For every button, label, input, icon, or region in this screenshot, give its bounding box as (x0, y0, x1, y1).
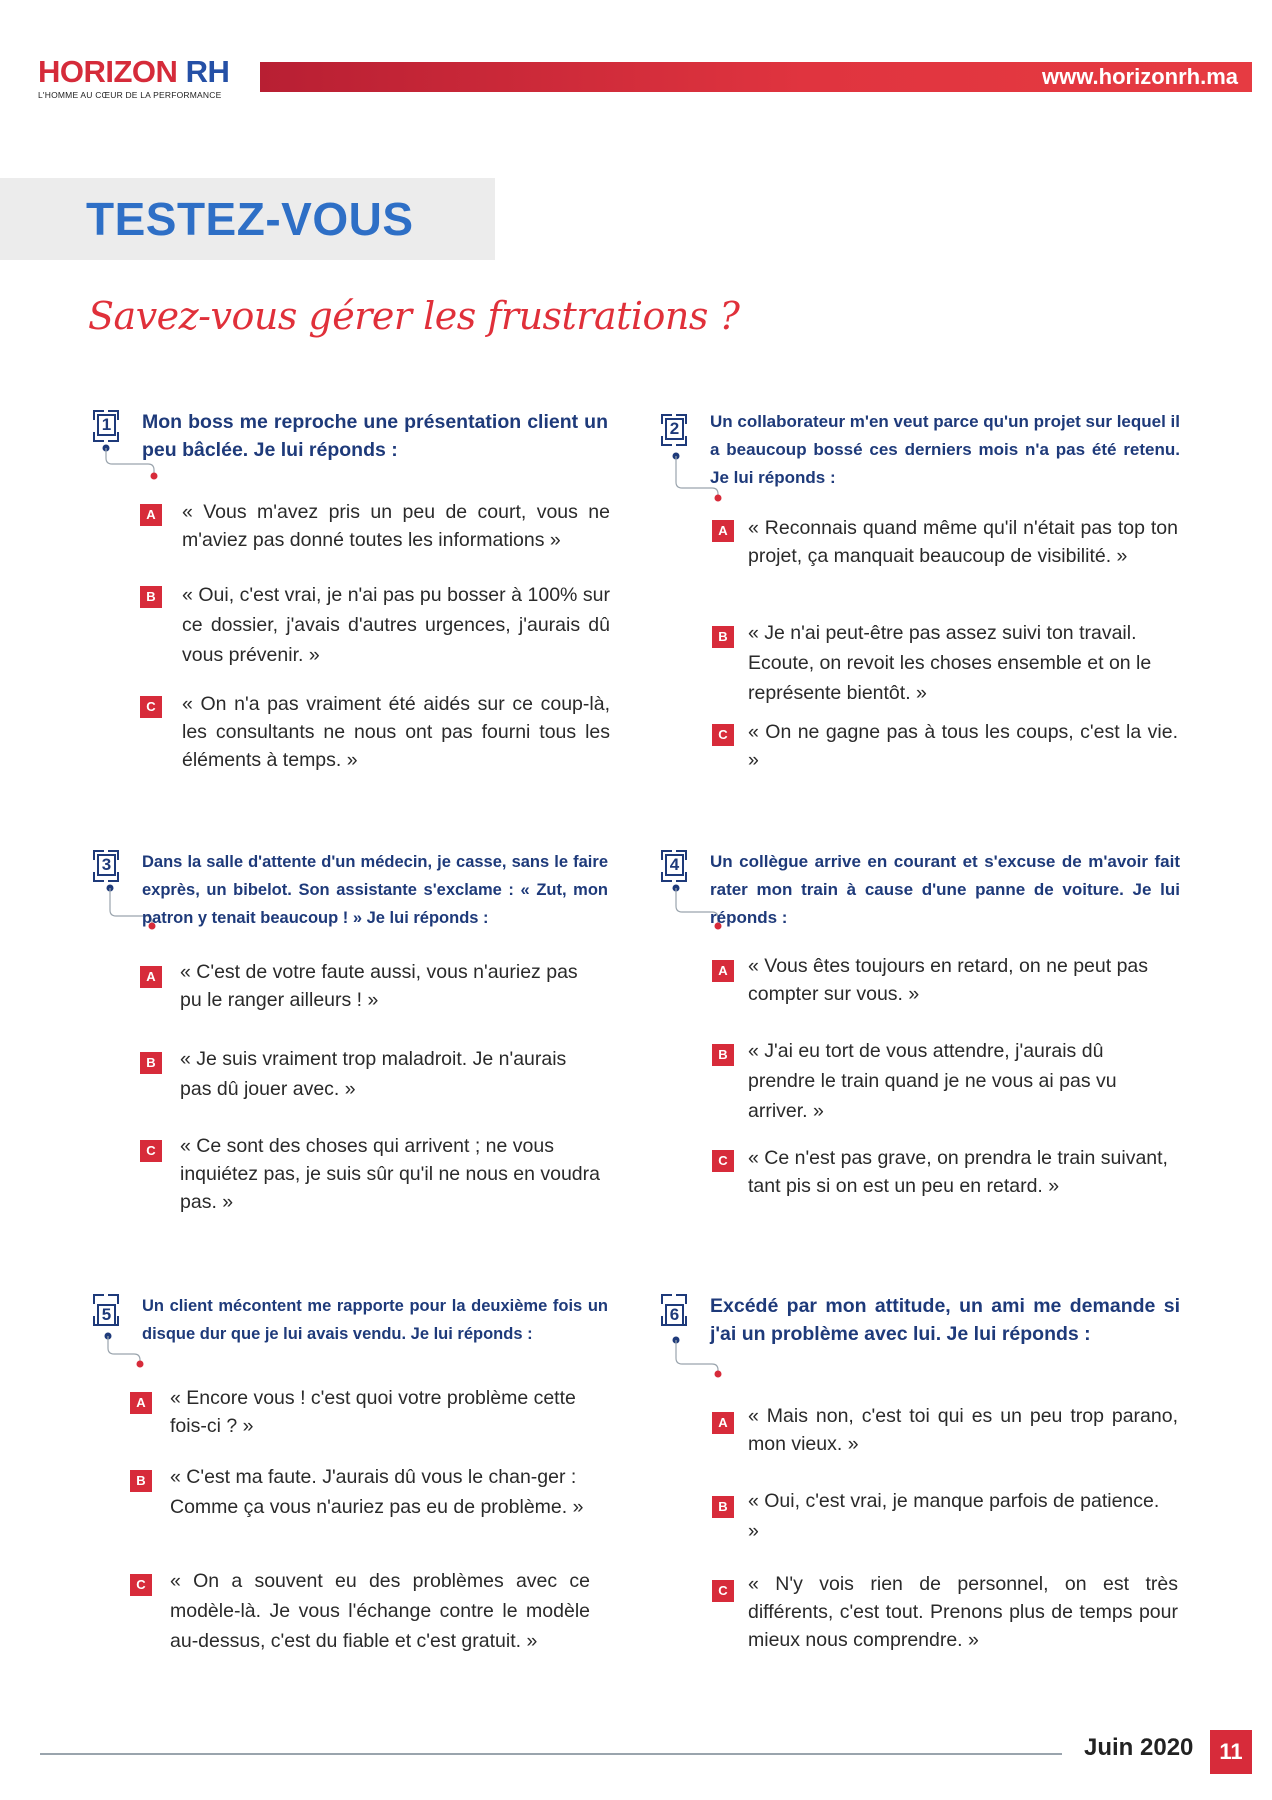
option-letter-badge: C (140, 696, 162, 718)
option-letter-badge: A (712, 960, 734, 982)
option-letter-badge: A (130, 1392, 152, 1414)
option-letter-badge: B (712, 626, 734, 648)
issue-date: Juin 2020 (1084, 1734, 1194, 1761)
option-letter-badge: B (712, 1496, 734, 1518)
question-text: Un client mécontent me rapporte pour la deuxième fois un disque dur que je lui avais vendu. Je lui réponds : (142, 1297, 608, 1343)
option-text: « Oui, c'est vrai, je n'ai pas pu bosser à 100% sur ce dossier, j'avais d'autres urgences, j'aurais dû vous prévenir. » (182, 584, 610, 666)
option-text: « Reconnais quand même qu'il n'était pas top ton projet, ça manquait beaucoup de visibilité. » (748, 517, 1178, 567)
question-number: 5 (97, 1304, 116, 1326)
question-text: Un collègue arrive en courant et s'excuse de m'avoir fait rater mon train à cause d'une panne de voiture. Je lui réponds : (710, 852, 1180, 927)
question-number-badge (656, 412, 692, 448)
section-title-box (0, 178, 495, 260)
question-block-1 (88, 408, 608, 788)
header-bar (260, 62, 1252, 92)
question-block-5 (88, 1292, 608, 1692)
option-text: « Mais non, c'est toi qui es un peu trop parano, mon vieux. » (748, 1405, 1178, 1455)
footer-divider (40, 1753, 1062, 1755)
section-title: TESTEZ-VOUS (86, 193, 414, 245)
question-number: 2 (665, 418, 684, 440)
page-number: 11 (1210, 1730, 1252, 1774)
question-block-6 (656, 1292, 1196, 1692)
question-number: 3 (97, 854, 116, 876)
option-text: « On a souvent eu des problèmes avec ce modèle-là. Je vous l'échange contre le modèle au-dessus, c'est du fiable et c'est gratuit. » (170, 1570, 590, 1652)
option-letter-badge: A (712, 1412, 734, 1434)
website-url[interactable]: www.horizonrh.ma (1042, 64, 1238, 89)
option-letter-badge: B (140, 586, 162, 608)
option-letter-badge: B (140, 1052, 162, 1074)
page-subtitle: Savez-vous gérer les frustrations ? (88, 294, 740, 338)
option-letter-badge: A (140, 966, 162, 988)
option-text: « Encore vous ! c'est quoi votre problème cette fois-ci ? » (170, 1387, 576, 1437)
question-text: Un collaborateur m'en veut parce qu'un projet sur lequel il a beaucoup bossé ces derniers mois n'a pas été retenu. Je lui réponds : (710, 412, 1181, 487)
question-block-2 (656, 408, 1196, 788)
option-letter-badge: C (712, 724, 734, 746)
question-text: Excédé par mon attitude, un ami me demande si j'ai un problème avec lui. Je lui réponds : (710, 1295, 1180, 1345)
question-number: 6 (665, 1304, 684, 1326)
option-text: « Oui, c'est vrai, je manque parfois de patience. » (748, 1490, 1160, 1542)
question-number: 4 (665, 854, 684, 876)
question-number-badge (656, 848, 692, 884)
question-block-4 (656, 848, 1196, 1228)
option-letter-badge: C (130, 1574, 152, 1596)
option-text: « Vous m'avez pris un peu de court, vous ne m'aviez pas donné toutes les informations » (182, 501, 610, 551)
option-text: « Je suis vraiment trop maladroit. Je n'aurais pas dû jouer avec. » (180, 1048, 567, 1100)
logo-tagline: L'HOMME AU CŒUR DE LA PERFORMANCE (38, 90, 222, 100)
option-text: « Vous êtes toujours en retard, on ne peut pas compter sur vous. » (748, 955, 1149, 1005)
logo (38, 56, 248, 100)
option-text: « On n'a pas vraiment été aidés sur ce coup-là, les consultants ne nous ont pas fourni tous les éléments à temps. » (182, 693, 610, 771)
option-text: « Ce n'est pas grave, on prendra le train suivant, tant pis si on est un peu en retard. » (748, 1147, 1168, 1197)
question-number-badge (88, 1292, 124, 1328)
option-letter-badge: B (712, 1044, 734, 1066)
option-text: « Ce sont des choses qui arrivent ; ne vous inquiétez pas, je suis sûr qu'il ne nous en voudra pas. » (180, 1135, 600, 1213)
option-text: « N'y vois rien de personnel, on est très différents, c'est tout. Prenons plus de temps pour mieux nous comprendre. » (748, 1573, 1178, 1651)
option-letter-badge: C (140, 1140, 162, 1162)
option-text: « On ne gagne pas à tous les coups, c'est la vie. » (748, 721, 1178, 771)
question-block-3 (88, 848, 608, 1228)
option-text: « C'est de votre faute aussi, vous n'auriez pas pu le ranger ailleurs ! » (180, 961, 578, 1011)
option-text: « J'ai eu tort de vous attendre, j'aurais dû prendre le train quand je ne vous ai pas vu arriver. » (748, 1040, 1117, 1122)
option-text: « C'est ma faute. J'aurais dû vous le chan-ger : Comme ça vous n'auriez pas eu de problème. » (170, 1466, 584, 1518)
logo-word-rh: RH (185, 54, 230, 89)
option-letter-badge: C (712, 1150, 734, 1172)
question-text: Mon boss me reproche une présentation client un peu bâclée. Je lui réponds : (142, 411, 608, 461)
question-number: 1 (97, 414, 116, 436)
option-letter-badge: B (130, 1470, 152, 1492)
option-letter-badge: C (712, 1580, 734, 1602)
question-number-badge (656, 1292, 692, 1328)
option-letter-badge: A (712, 520, 734, 542)
question-text: Dans la salle d'attente d'un médecin, je casse, sans le faire exprès, un bibelot. Son assistante s'exclame : « Zut, mon patron y tenait beaucoup ! » Je lui réponds : (142, 853, 608, 927)
question-number-badge (88, 408, 124, 444)
option-text: « Je n'ai peut-être pas assez suivi ton travail. Ecoute, on revoit les choses ensemble et on le représente bientôt. » (748, 622, 1152, 704)
logo-word-horizon: HORIZON (38, 54, 178, 89)
question-number-badge (88, 848, 124, 884)
option-letter-badge: A (140, 504, 162, 526)
